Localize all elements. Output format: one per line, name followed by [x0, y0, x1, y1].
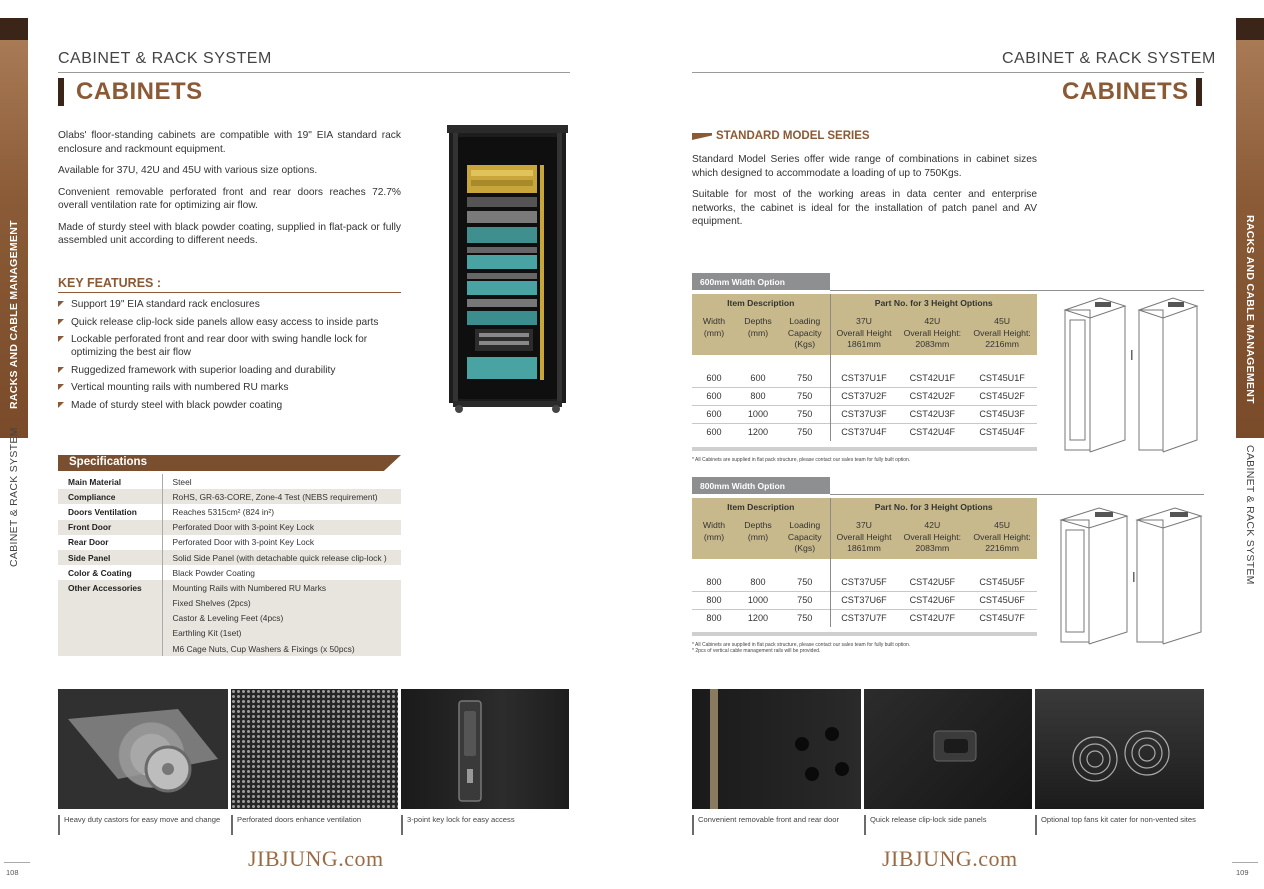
server-rack-icon	[445, 125, 570, 415]
bullet-icon	[58, 336, 64, 342]
door-hinge-icon	[692, 689, 861, 809]
spacer-row	[692, 559, 1037, 573]
table-row	[58, 535, 401, 550]
cell: CST42U5F	[909, 576, 956, 587]
table-row	[58, 596, 401, 611]
top-fans-photo	[1035, 689, 1204, 809]
spec-value: Perforated Door with 3-point Key Lock	[172, 537, 315, 548]
left-watermark: JIBJUNG.com	[248, 846, 384, 871]
intro-paragraph: Suitable for most of the working areas in data center and enterprise networks, the cabinet is ideal for the installation of patch panel and AV equipment.	[692, 189, 1037, 227]
intro-paragraph: Made of sturdy steel with black powder coating, supplied in flat-pack or fully assembled unit according to different needs.	[58, 221, 401, 246]
spec-key: Compliance	[58, 489, 162, 504]
cell: CST37U6F	[830, 591, 897, 609]
key-lock-photo	[401, 689, 569, 809]
specifications-title: Specifications	[69, 456, 147, 468]
spec-key: Color & Coating	[58, 565, 162, 580]
specifications-table	[58, 474, 401, 656]
loading-header: Loading Capacity (Kgs)	[780, 311, 830, 355]
key-features-rule	[58, 292, 401, 293]
bullet-icon	[58, 384, 64, 390]
spec-key	[58, 596, 162, 611]
bullet-icon	[58, 367, 64, 373]
table-row	[58, 550, 401, 565]
spec-key: Front Door	[58, 520, 162, 535]
left-page-title: CABINETS	[76, 78, 203, 105]
table-bottom-rule	[692, 447, 1037, 451]
spec-value: Fixed Shelves (2pcs)	[162, 596, 401, 611]
bullet-icon	[58, 402, 64, 408]
castor-photo	[58, 689, 228, 809]
photo-caption	[692, 815, 857, 825]
left-title-bar	[58, 78, 64, 106]
table-row	[692, 405, 1037, 423]
table-row	[692, 573, 1037, 591]
depths-header: Depths (mm)	[736, 515, 780, 559]
intro-paragraph: Convenient removable perforated front and rear doors reaches 72.7% overall ventilation rate for optimizing air flow.	[58, 186, 401, 211]
spec-value: Castor & Leveling Feet (4pcs)	[162, 611, 401, 626]
section-flag-icon	[692, 133, 712, 140]
left-section-title: CABINET & RACK SYSTEM	[58, 50, 272, 67]
table-row	[692, 387, 1037, 405]
left-system-label: CABINET & RACK SYSTEM	[8, 427, 20, 567]
height-42u-header: 42U Overall Height: 2083mm	[897, 515, 967, 559]
width-header: Width (mm)	[692, 515, 736, 559]
spec-value: Steel	[172, 476, 192, 487]
right-band-label: RACKS AND CABLE MANAGEMENT	[1244, 215, 1256, 404]
caption-text: Convenient removable front and rear door	[698, 815, 839, 824]
list-item	[58, 364, 401, 377]
bullet-icon	[58, 301, 64, 307]
table-header-row	[692, 515, 1037, 559]
spec-value: Mounting Rails with Numbered RU Marks	[162, 580, 401, 595]
cell: 800	[706, 576, 722, 587]
spec-value: Black Powder Coating	[172, 567, 255, 578]
specifications-header	[58, 455, 401, 471]
cell: 1200	[736, 609, 780, 627]
tab-underline	[830, 494, 1204, 495]
spec-key: Rear Door	[58, 535, 162, 550]
table-header-row	[692, 498, 1037, 515]
spec-key: Other Accessories	[58, 580, 162, 595]
table-row	[58, 489, 401, 504]
caption-bar	[401, 815, 403, 835]
cell: 600	[706, 372, 722, 383]
cell: 750	[780, 387, 830, 405]
cell: CST37U2F	[830, 387, 897, 405]
cell: CST45U1F	[979, 372, 1025, 383]
cell: CST45U5F	[979, 576, 1025, 587]
cell: CST45U7F	[967, 609, 1037, 627]
cabinet-image	[445, 125, 570, 415]
page-number-rule	[1232, 862, 1258, 863]
cell: CST37U5F	[841, 576, 887, 587]
part-no-header: Part No. for 3 Height Options	[830, 294, 1037, 311]
caption-text: Perforated doors enhance ventilation	[237, 815, 362, 824]
cell: CST42U4F	[897, 423, 967, 441]
caption-bar	[231, 815, 233, 835]
list-item	[58, 333, 401, 359]
cell: 800	[692, 609, 736, 627]
table-row	[58, 626, 401, 641]
key-features-title: KEY FEATURES :	[58, 276, 162, 290]
table-row	[58, 520, 401, 535]
cell: 800	[692, 591, 736, 609]
part-no-header: Part No. for 3 Height Options	[830, 498, 1037, 515]
caption-text: Optional top fans kit cater for non-vented sites	[1041, 815, 1196, 824]
table-footnote: * 2pcs of vertical cable management rails will be provided.	[692, 648, 821, 654]
spec-value: Earthling Kit (1set)	[162, 626, 401, 641]
cell: CST37U7F	[830, 609, 897, 627]
cell: CST45U3F	[967, 405, 1037, 423]
cell: 600	[750, 372, 766, 383]
photo-caption	[1035, 815, 1200, 825]
cabinet-600-table	[692, 294, 1037, 441]
caption-bar	[864, 815, 866, 835]
caption-text: Quick release clip-lock side panels	[870, 815, 987, 824]
depths-header: Depths (mm)	[736, 311, 780, 355]
left-page-number: 108	[6, 868, 19, 877]
table-row	[692, 591, 1037, 609]
height-42u-header: 42U Overall Height: 2083mm	[897, 311, 967, 355]
photo-caption	[864, 815, 1029, 825]
caption-text: 3-point key lock for easy access	[407, 815, 515, 824]
cell: CST37U4F	[830, 423, 897, 441]
feature-text: Vertical mounting rails with numbered RU marks	[71, 382, 289, 393]
height-45u-header: 45U Overall Height: 2216mm	[967, 311, 1037, 355]
right-page-title: CABINETS	[1062, 78, 1189, 105]
height-37u-header: 37U Overall Height 1861mm	[830, 515, 897, 559]
height-37u-header: 37U Overall Height 1861mm	[830, 311, 897, 355]
width-header: Width (mm)	[692, 311, 736, 355]
key-features-list	[58, 298, 401, 416]
left-band-label: RACKS AND CABLE MANAGEMENT	[8, 220, 20, 409]
photo-caption	[231, 815, 396, 825]
cell: CST42U2F	[897, 387, 967, 405]
feature-text: Quick release clip-lock side panels allow easy access to inside parts	[71, 316, 379, 328]
table-row	[58, 611, 401, 626]
table-bottom-rule	[692, 632, 1037, 636]
table-row	[58, 580, 401, 595]
cell: CST42U3F	[897, 405, 967, 423]
intro-paragraph: Olabs' floor-standing cabinets are compatible with 19" EIA standard rack enclosure and rackmount equipment.	[58, 130, 401, 155]
list-item	[58, 381, 401, 394]
spec-value: M6 Cage Nuts, Cup Washers & Fixings (x 50pcs)	[162, 641, 401, 656]
table-row	[58, 641, 401, 656]
cabinet-800-table	[692, 498, 1037, 627]
cell: CST42U7F	[897, 609, 967, 627]
standard-model-series-title: STANDARD MODEL SERIES	[716, 130, 870, 142]
caption-bar	[58, 815, 60, 835]
table-header-row	[692, 311, 1037, 355]
cell: 750	[780, 369, 830, 387]
cell: 750	[780, 609, 830, 627]
cabinet-drawing-600	[1055, 290, 1205, 460]
cell: CST45U2F	[967, 387, 1037, 405]
cell: 750	[780, 591, 830, 609]
clip-lock-photo	[864, 689, 1032, 809]
perforated-door-photo	[231, 689, 398, 809]
left-intro	[58, 129, 401, 248]
table-row	[58, 474, 401, 489]
castor-wheel-icon	[58, 689, 228, 809]
cell: 750	[780, 405, 830, 423]
cell: 800	[736, 387, 780, 405]
cell: 800	[750, 576, 766, 587]
cell: 600	[692, 387, 736, 405]
feature-text: Made of sturdy steel with black powder coating	[71, 399, 283, 411]
spec-key: Doors Ventilation	[58, 504, 162, 519]
loading-header: Loading Capacity (Kgs)	[780, 515, 830, 559]
list-item	[58, 298, 401, 311]
cell: 600	[692, 423, 736, 441]
cell: 1000	[736, 405, 780, 423]
fan-icon	[1035, 689, 1204, 809]
height-45u-header: 45U Overall Height: 2216mm	[967, 515, 1037, 559]
clip-lock-icon	[864, 689, 1032, 809]
list-item	[58, 316, 401, 329]
right-header-rule	[692, 72, 1204, 73]
right-intro	[692, 153, 1037, 229]
table-row	[692, 609, 1037, 627]
list-item	[58, 399, 401, 412]
cell: 750	[780, 573, 830, 591]
cell: 1200	[736, 423, 780, 441]
item-description-header: Item Description	[692, 498, 830, 515]
spec-value: Perforated Door with 3-point Key Lock	[162, 520, 401, 535]
page-number-rule	[4, 862, 30, 863]
right-watermark: JIBJUNG.com	[882, 846, 1018, 871]
table-row	[692, 423, 1037, 441]
feature-text: Lockable perforated front and rear door with swing handle lock for optimizing the best air flow	[71, 334, 368, 358]
cell: 750	[780, 423, 830, 441]
table-footnote: * All Cabinets are supplied in flat pack structure, please contact our sales team for fully built option.	[692, 457, 911, 463]
spec-key: Side Panel	[58, 550, 162, 565]
side-tab-cap	[0, 18, 28, 40]
spec-value: Solid Side Panel (with detachable quick release clip-lock )	[162, 550, 401, 565]
cabinet-drawing-800	[1055, 500, 1205, 650]
left-header-rule	[58, 72, 570, 73]
cell: CST45U6F	[967, 591, 1037, 609]
cell: CST42U6F	[897, 591, 967, 609]
table-row	[58, 504, 401, 519]
spec-value: Reaches 5315cm² (824 in²)	[172, 506, 274, 517]
table-row	[692, 369, 1037, 387]
cell: CST37U3F	[830, 405, 897, 423]
table-footnote: * All Cabinets are supplied in flat pack structure, please contact our sales team for fully built option.	[692, 642, 911, 648]
side-tab-cap	[1236, 18, 1264, 40]
photo-caption	[58, 815, 223, 825]
feature-text: Ruggedized framework with superior loading and durability	[71, 364, 336, 376]
photo-caption	[401, 815, 566, 825]
cell: 1000	[736, 591, 780, 609]
caption-bar	[1035, 815, 1037, 835]
removable-door-photo	[692, 689, 861, 809]
cell: 600	[692, 405, 736, 423]
spec-key: Main Material	[58, 474, 162, 489]
intro-paragraph: Standard Model Series offer wide range of combinations in cabinet sizes which designed to accommodate a loading of up to 750Kgs.	[692, 154, 1037, 179]
right-system-label: CABINET & RACK SYSTEM	[1244, 445, 1256, 585]
cell: CST45U4F	[967, 423, 1037, 441]
spec-key	[58, 611, 162, 626]
right-title-bar	[1196, 78, 1202, 106]
table-row	[58, 565, 401, 580]
table-header-row	[692, 294, 1037, 311]
spec-key	[58, 626, 162, 641]
caption-text: Heavy duty castors for easy move and change	[64, 815, 221, 824]
spec-value: RoHS, GR-63-CORE, Zone-4 Test (NEBS requirement)	[162, 489, 401, 504]
door-handle-icon	[401, 689, 569, 809]
bullet-icon	[58, 319, 64, 325]
right-section-title: CABINET & RACK SYSTEM	[1002, 50, 1216, 67]
cell: CST37U1F	[841, 372, 887, 383]
item-description-header: Item Description	[692, 294, 830, 311]
width-option-tab: 800mm Width Option	[692, 477, 830, 494]
spacer-row	[692, 355, 1037, 369]
right-page-number: 109	[1236, 868, 1249, 877]
intro-paragraph: Available for 37U, 42U and 45U with various size options.	[58, 165, 318, 176]
width-option-tab: 600mm Width Option	[692, 273, 830, 290]
caption-bar	[692, 815, 694, 835]
cell: CST42U1F	[909, 372, 956, 383]
feature-text: Support 19" EIA standard rack enclosures	[71, 299, 260, 310]
spec-key	[58, 641, 162, 656]
